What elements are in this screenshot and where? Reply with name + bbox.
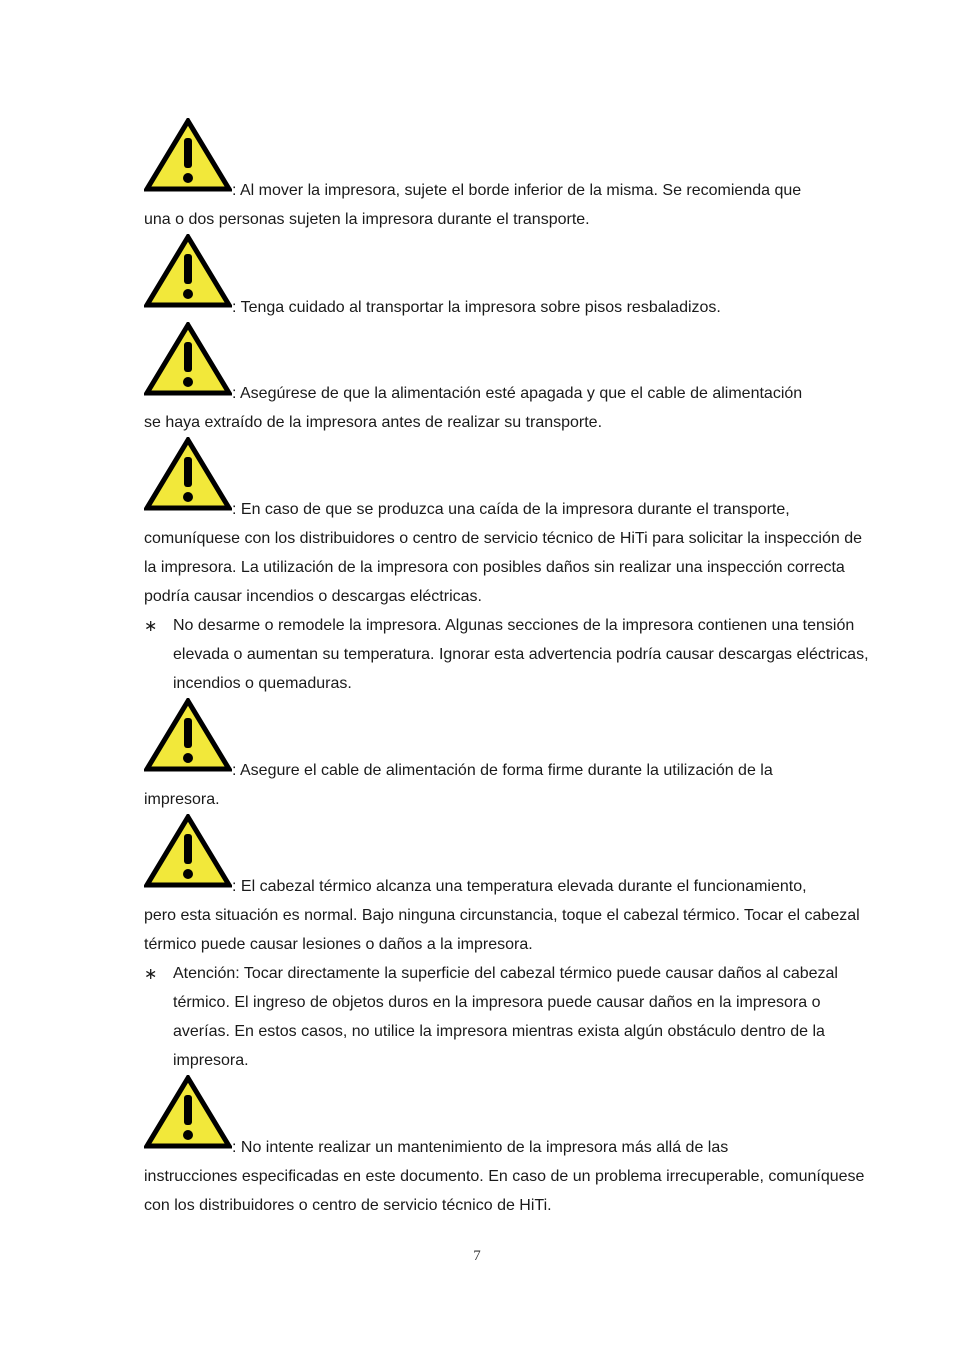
note-text: Atención: Tocar directamente la superficie del cabezal térmico puede causar daños al cabezal térmico. El ingreso de objetos duros en la impresora puede causar daños en la impresora o averías. En estos casos, no utilice la impresora mientras exista algún obstáculo dentro de la impresora. — [173, 965, 838, 1069]
note-item — [144, 959, 870, 1075]
warning-text-first-line: : No intente realizar un mantenimiento de la impresora más allá de las — [232, 1139, 729, 1156]
document-page — [144, 118, 870, 1220]
warning-text: comuníquese con los distribuidores o centro de servicio técnico de HiTi para solicitar la inspección de la impresora. La utilización de la impresora con posibles daños sin realizar una inspección correcta podría causar incendios o descargas eléctricas. — [144, 530, 862, 605]
warning-block — [144, 234, 870, 322]
warning-text: se haya extraído de la impresora antes de realizar su transporte. — [144, 414, 603, 431]
warning-triangle-icon — [144, 322, 232, 396]
warning-triangle-icon — [144, 814, 232, 888]
warning-text: pero esta situación es normal. Bajo ninguna circunstancia, toque el cabezal térmico. Tocar el cabezal térmico puede causar lesiones o daños a la impresora. — [144, 907, 860, 953]
warning-block — [144, 1075, 870, 1220]
warning-triangle-icon — [144, 1075, 232, 1149]
warning-text-first-line: : En caso de que se produzca una caída de la impresora durante el transporte, — [232, 501, 790, 518]
warning-text-first-line: : Asegure el cable de alimentación de forma firme durante la utilización de la — [232, 762, 773, 779]
warning-text-first-line: : El cabezal térmico alcanza una temperatura elevada durante el funcionamiento, — [232, 878, 807, 895]
note-text: No desarme o remodele la impresora. Algunas secciones de la impresora contienen una tensión elevada o aumentan su temperatura. Ignorar esta advertencia podría causar descargas eléctricas, incendios o quemaduras. — [173, 617, 869, 692]
bullet-symbol: ∗ — [144, 964, 158, 983]
warning-triangle-icon — [144, 698, 232, 772]
warning-block — [144, 698, 870, 814]
warning-text: impresora. — [144, 791, 220, 808]
warning-block — [144, 814, 870, 959]
warning-text-first-line: : Al mover la impresora, sujete el borde inferior de la misma. Se recomienda que — [232, 182, 802, 199]
warning-block — [144, 118, 870, 234]
note-item — [144, 611, 870, 698]
warning-text-first-line: : Asegúrese de que la alimentación esté apagada y que el cable de alimentación — [232, 385, 803, 402]
warning-triangle-icon — [144, 437, 232, 511]
warning-text: instrucciones especificadas en este documento. En caso de un problema irrecuperable, comuníquese con los distribuidores o centro de servicio técnico de HiTi. — [144, 1168, 865, 1214]
warning-text-first-line: : Tenga cuidado al transportar la impresora sobre pisos resbaladizos. — [232, 299, 721, 316]
warning-block — [144, 322, 870, 437]
bullet-symbol: ∗ — [144, 616, 158, 635]
warning-triangle-icon — [144, 118, 232, 192]
warning-triangle-icon — [144, 234, 232, 308]
page-number: 7 — [473, 1248, 481, 1264]
warning-text: una o dos personas sujeten la impresora durante el transporte. — [144, 211, 590, 228]
warning-block — [144, 437, 870, 611]
